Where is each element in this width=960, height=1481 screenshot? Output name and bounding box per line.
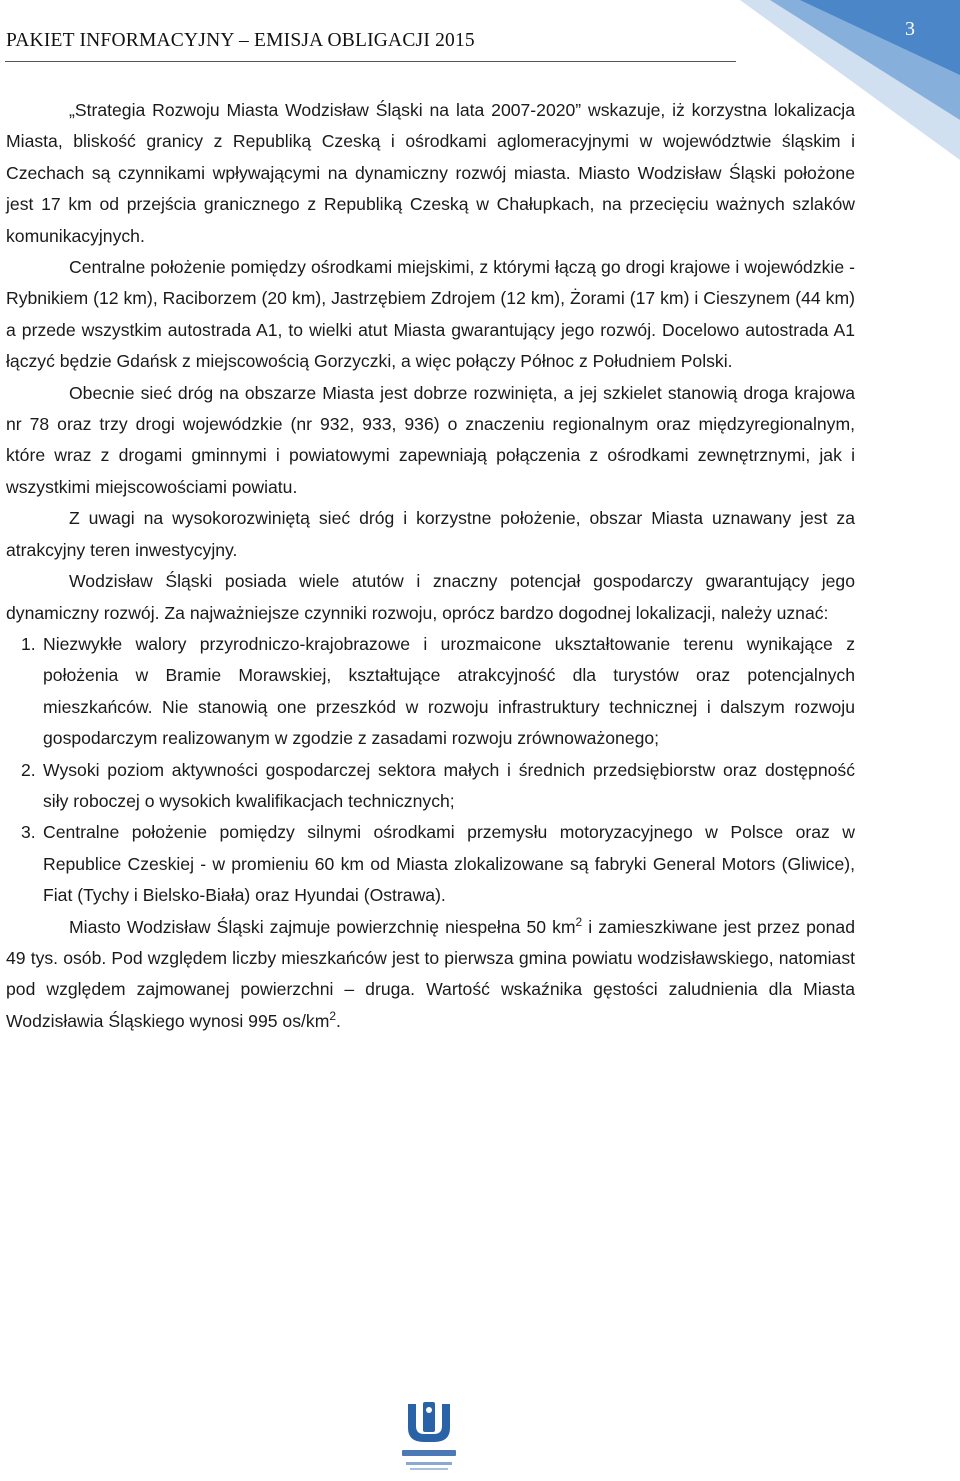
paragraph-investment: Z uwagi na wysokorozwiniętą sieć dróg i korzystne położenie, obszar Miasta uznawany jest za atrakcyjny teren inwestycyjny. [6, 508, 855, 560]
page-number: 3 [905, 18, 915, 40]
list-item-text: Wysoki poziom aktywności gospodarczej sektora małych i średnich przedsiębiorstw oraz dostępność siły roboczej o wysokich kwalifikacjach technicznych; [43, 759, 855, 811]
population-text-part-2: i zamieszkiwane jest przez ponad 49 tys. osób. Pod względem liczby mieszkańców jest to pierwsza gmina powiatu wodzisławskiego, natomiast pod względem zajmowanej powierzchni – druga. Wartość wskaźnika gęstości zaludnienia dla Miasta Wodzisławia Śląskiego wynosi 995 os/km [6, 916, 855, 1031]
list-item [6, 629, 855, 755]
population-text-part-3: . [336, 1010, 341, 1031]
superscript: 2 [329, 1008, 337, 1023]
list-item-number: 3. [21, 822, 36, 843]
header-divider [5, 61, 736, 62]
superscript: 2 [575, 914, 583, 929]
paragraph-location: Centralne położenie pomiędzy ośrodkami miejskimi, z którymi łączą go drogi krajowe i wojewódzkie - Rybnikiem (12 km), Raciborzem (20 km), Jastrzębiem Zdrojem (12 km), Żorami (17 km) i Cieszynem (44 km) a przede wszystkim autostrada A1, to wielki atut Miasta gwarantujący jego rozwój. Docelowo autostrada A1 łączyć będzie Gdańsk z miejscowością Gorzyczki, a więc połączy Północ z Południem Polski. [6, 257, 855, 372]
paragraph-road-network: Obecnie sieć dróg na obszarze Miasta jest dobrze rozwinięta, a jej szkielet stanowią droga krajowa nr 78 oraz trzy drogi wojewódzkie (nr 932, 933, 936) o znaczeniu regionalnym oraz międzyregionalnym, które wraz z drogami gminnymi i powiatowymi zapewniają połączenia z ośrodkami zewnętrznymi, jak i wszystkimi miejscowościami powiatu. [6, 382, 855, 497]
paragraph-strategy: „Strategia Rozwoju Miasta Wodzisław Śląski na lata 2007-2020” wskazuje, iż korzystna lokalizacja Miasta, bliskość granicy z Republiką Czeską i ośrodkami aglomeracyjnymi w województwie śląskim i Czechach są czynnikami wpływającymi na dynamiczny rozwój miasta. Miasto Wodzisław Śląski położone jest 17 km od przejścia granicznego z Republiką Czeską w Chałupkach, na przecięciu ważnych szlaków komunikacyjnych. [6, 100, 855, 246]
list-item-number: 1. [21, 633, 36, 654]
main-content [6, 95, 855, 1037]
list-item-text: Niezwykłe walory przyrodniczo-krajobrazowe i urozmaicone ukształtowanie terenu wynikające z położenia w Bramie Morawskiej, kształtujące atrakcyjność dla turystów oraz potencjalnych mieszkańców. Nie stanowią one przeszkód w rozwoju infrastruktury technicznej i dalszym rozwoju gospodarczym realizowanym w zgodzie z zasadami rozwoju zrównoważonego; [43, 633, 855, 749]
list-item [6, 755, 855, 818]
development-factors-list [6, 629, 855, 912]
paragraph-population [6, 912, 855, 1038]
population-text-part-1: Miasto Wodzisław Śląski zajmuje powierzchnię niespełna 50 km [69, 916, 576, 937]
list-item [6, 817, 855, 911]
list-item-text: Centralne położenie pomiędzy silnymi ośrodkami przemysłu motoryzacyjnego w Polsce oraz w Republice Czeskiej - w promieniu 60 km od Miasta zlokalizowane są fabryki General Motors (Gliwice), Fiat (Tychy i Bielsko-Biała) oraz Hyundai (Ostrawa). [43, 822, 855, 906]
document-title: PAKIET INFORMACYJNY – EMISJA OBLIGACJI 2015 [6, 30, 475, 51]
paragraph-potential: Wodzisław Śląski posiada wiele atutów i znaczny potencjał gospodarczy gwarantujący jego dynamiczny rozwój. Za najważniejsze czynniki rozwoju, oprócz bardzo dogodnej lokalizacji, należy uznać: [6, 571, 855, 623]
list-item-number: 2. [21, 759, 36, 780]
city-logo [394, 1400, 464, 1476]
